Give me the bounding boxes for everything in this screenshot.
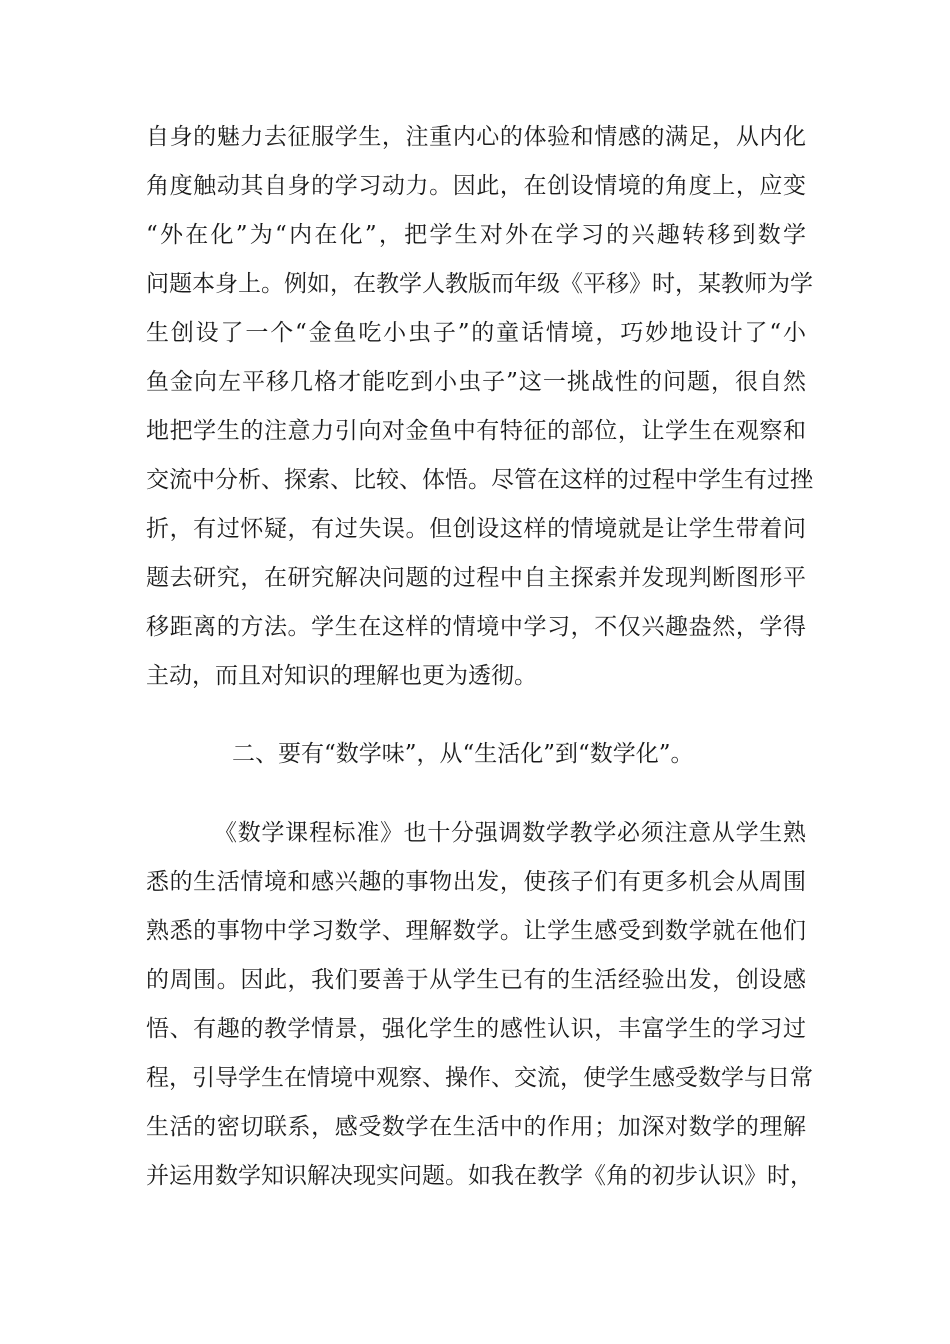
paragraph2-line-3: 熟悉的事物中学习数学、理解数学。让学生感受到数学就在他们 — [146, 918, 806, 944]
paragraph1-line-1: 自身的魅力去征服学生，注重内心的体验和情感的满足，从内化 — [146, 124, 806, 150]
paragraph2-line-7: 生活的密切联系，感受数学在生活中的作用；加深对数学的理解 — [146, 1114, 806, 1140]
paragraph1-line-12: 主动，而且对知识的理解也更为透彻。 — [146, 663, 537, 689]
paragraph1-line-8: 交流中分析、探索、比较、体悟。尽管在这样的过程中学生有过挫 — [146, 467, 813, 493]
paragraph1-line-5: 生创设了一个“金鱼吃小虫子”的童话情境，巧妙地设计了“小 — [146, 320, 806, 346]
paragraph1-line-6: 鱼金向左平移几格才能吃到小虫子”这一挑战性的问题，很自然 — [146, 369, 806, 395]
paragraph1-line-9: 折，有过怀疑，有过失误。但创设这样的情境就是让学生带着问 — [146, 516, 806, 542]
paragraph2-line-6: 程，引导学生在情境中观察、操作、交流，使学生感受数学与日常 — [146, 1065, 813, 1091]
paragraph1-line-10: 题去研究，在研究解决问题的过程中自主探索并发现判断图形平 — [146, 565, 806, 591]
paragraph1-line-3: “外在化”为“内在化”，把学生对外在学习的兴趣转移到数学 — [146, 222, 806, 248]
section-heading: 二、要有“数学味”，从“生活化”到“数学化”。 — [232, 741, 694, 767]
paragraph1-line-4: 问题本身上。例如，在教学人教版而年级《平移》时，某教师为学 — [146, 271, 813, 297]
paragraph2-line-8: 并运用数学知识解决现实问题。如我在教学《角的初步认识》时， — [146, 1163, 813, 1189]
paragraph2-line-5: 悟、有趣的教学情景，强化学生的感性认识，丰富学生的学习过 — [146, 1016, 806, 1042]
paragraph2-line-2: 悉的生活情境和感兴趣的事物出发，使孩子们有更多机会从周围 — [146, 869, 806, 895]
paragraph1-line-11: 移距离的方法。学生在这样的情境中学习，不仅兴趣盎然，学得 — [146, 614, 806, 640]
paragraph2-line-4: 的周围。因此，我们要善于从学生已有的生活经验出发，创设感 — [146, 967, 806, 993]
paragraph1-line-7: 地把学生的注意力引向对金鱼中有特征的部位，让学生在观察和 — [146, 418, 806, 444]
paragraph1-line-2: 角度触动其自身的学习动力。因此，在创设情境的角度上，应变 — [146, 173, 806, 199]
paragraph2-line-1: 《数学课程标准》也十分强调数学教学必须注意从学生熟 — [214, 820, 806, 846]
